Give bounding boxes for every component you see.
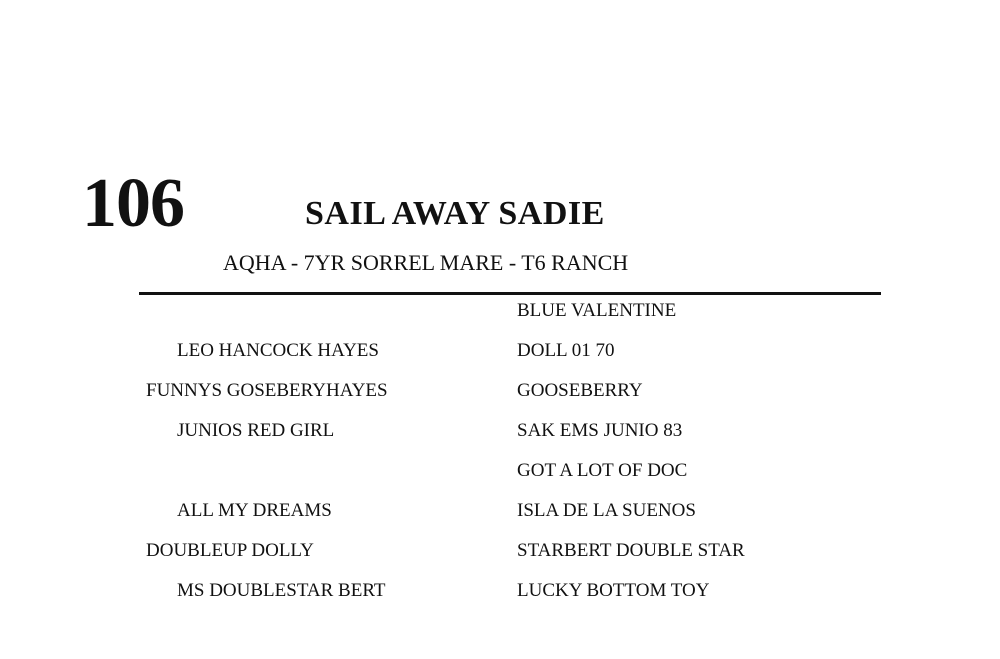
divider-rule <box>139 292 881 295</box>
pedigree-great-grandparent: DOLL 01 70 <box>517 340 615 361</box>
horse-name: SAIL AWAY SADIE <box>305 195 605 232</box>
pedigree-dam-dam: MS DOUBLESTAR BERT <box>177 580 386 601</box>
pedigree-great-grandparent: LUCKY BOTTOM TOY <box>517 580 710 601</box>
pedigree-dam-sire: ALL MY DREAMS <box>177 500 332 521</box>
pedigree-great-grandparent: SAK EMS JUNIO 83 <box>517 420 683 441</box>
pedigree-sire-dam: JUNIOS RED GIRL <box>177 420 335 441</box>
pedigree-dam: DOUBLEUP DOLLY <box>146 540 314 561</box>
pedigree-great-grandparent: GOT A LOT OF DOC <box>517 460 688 481</box>
pedigree-great-grandparent: GOOSEBERRY <box>517 380 643 401</box>
pedigree-great-grandparent: ISLA DE LA SUENOS <box>517 500 696 521</box>
pedigree-great-grandparent: STARBERT DOUBLE STAR <box>517 540 745 561</box>
pedigree-sire: FUNNYS GOSEBERYHAYES <box>146 380 388 401</box>
horse-description: AQHA - 7YR SORREL MARE - T6 RANCH <box>223 250 629 275</box>
lot-number: 106 <box>82 165 184 242</box>
pedigree-great-grandparent: BLUE VALENTINE <box>517 300 677 321</box>
pedigree-sire-sire: LEO HANCOCK HAYES <box>177 340 379 361</box>
